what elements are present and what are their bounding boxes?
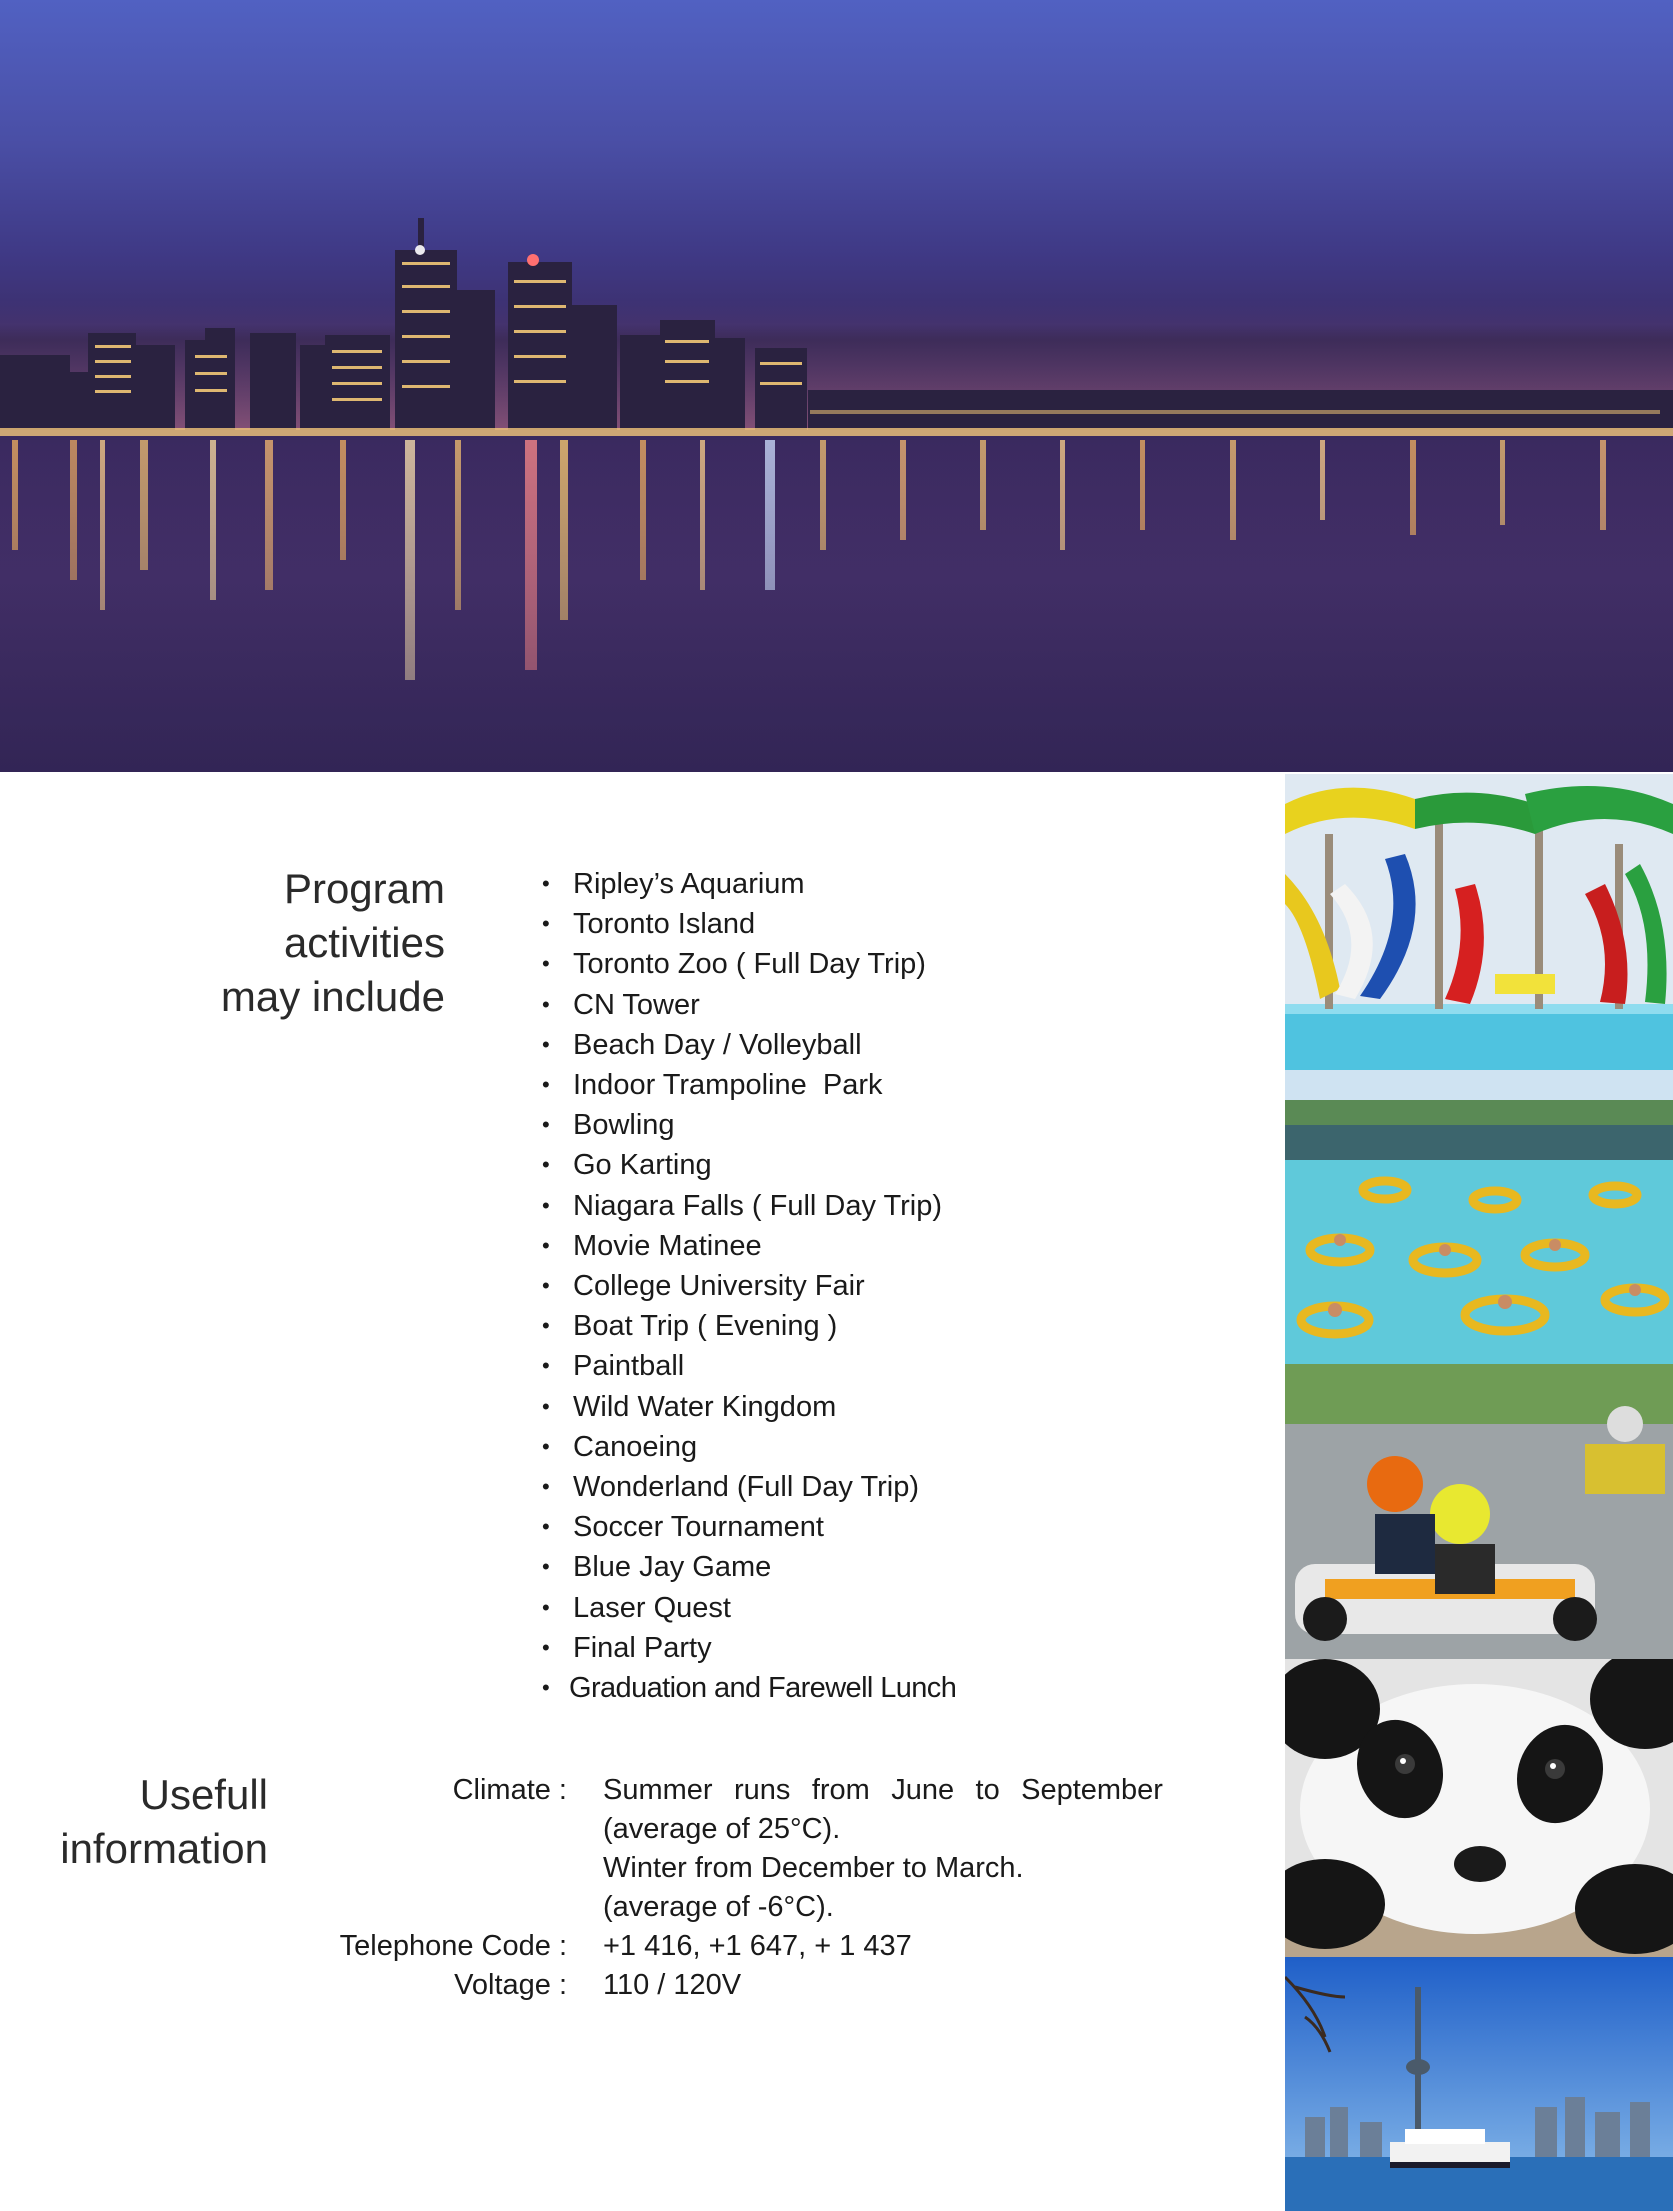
panda-illustration [1285,1659,1673,1957]
activity-label: Canoeing [573,1430,698,1463]
bullet: • [542,1353,550,1379]
activity-list [542,865,956,1709]
water-slides-illustration [1285,774,1673,1070]
bullet: • [542,1433,550,1459]
voltage-label: Voltage : [454,1969,567,2001]
activity-label: Paintball [573,1350,685,1383]
telephone-value: +1 416, +1 647, + 1 437 [603,1930,912,1962]
bullet: • [542,871,550,896]
bullet: • [542,1594,550,1620]
activities-heading-line: Program [283,865,445,912]
activity-label: Boat Trip ( Evening ) [573,1310,838,1343]
telephone-label: Telephone Code : [339,1930,567,1962]
activity-item [542,1187,956,1227]
cn-tower-ferry-photo [1285,1957,1673,2211]
climate-word: September [1021,1774,1163,1806]
activity-label: Final Party [573,1631,712,1664]
climate-line: Winter from December to March. [603,1852,1024,1884]
bullet: • [542,1554,550,1580]
wave-pool-photo [1285,1070,1673,1364]
info-heading [8,1768,268,1876]
activity-item [542,865,956,905]
bullet: • [542,911,550,937]
activity-label: Bowling [573,1109,675,1142]
bullet: • [542,1192,550,1218]
activity-item [542,1146,956,1186]
activity-item [542,1106,956,1146]
bullet: • [542,1313,550,1339]
activity-item [542,1669,956,1709]
activity-item [542,1468,956,1508]
activity-label: Toronto Zoo ( Full Day Trip) [573,948,926,981]
activity-label: College University Fair [573,1270,865,1303]
activity-label: Blue Jay Game [573,1551,772,1584]
bullet: • [542,1393,550,1419]
activity-item [542,1629,956,1669]
activity-item [542,1227,956,1267]
bullet: • [542,1072,550,1098]
climate-word: Summer [603,1774,713,1806]
activity-item [542,986,956,1026]
climate-word: runs [733,1774,791,1806]
activity-item [542,1548,956,1588]
activity-label: CN Tower [573,988,700,1021]
activity-label: Toronto Island [573,908,756,941]
climate-word: June [891,1774,955,1806]
hero-skyline-photo [0,0,1673,772]
activity-label: Laser Quest [573,1591,731,1624]
go-karting-illustration [1285,1364,1673,1659]
activity-label: Go Karting [573,1149,712,1182]
skyline-illustration [0,0,1673,772]
activity-item [542,1508,956,1548]
climate-line: (average of 25°C). [603,1813,841,1845]
voltage-value: 110 / 120V [603,1969,742,2001]
climate-line [603,1771,1163,1810]
activities-heading-line: may include [220,973,445,1020]
activity-item [542,1589,956,1629]
activity-item [542,1347,956,1387]
bullet: • [542,1514,550,1540]
activities-heading-line: activities [283,919,445,966]
bullet: • [542,991,550,1017]
activity-label: Graduation and Farewell Lunch [569,1672,957,1705]
bullet: • [542,1675,550,1701]
info-heading-line: Usefull [139,1771,268,1818]
activity-label: Ripley’s Aquarium [573,868,805,900]
activity-item [542,905,956,945]
activity-item [542,1428,956,1468]
cn-tower-ferry-illustration [1285,1957,1673,2211]
climate-label: Climate : [452,1774,567,1806]
activity-item [542,945,956,985]
panda-photo [1285,1659,1673,1957]
bullet: • [542,1031,550,1057]
info-heading-line: information [60,1825,268,1872]
go-karting-photo [1285,1364,1673,1659]
water-slides-photo [1285,774,1673,1070]
climate-line: (average of -6°C). [603,1891,834,1923]
wave-pool-illustration [1285,1070,1673,1364]
bullet: • [542,1474,550,1500]
activity-item [542,1267,956,1307]
activity-item [542,1307,956,1347]
activity-label: Wonderland (Full Day Trip) [573,1471,919,1504]
bullet: • [542,1634,550,1660]
bullet: • [542,1112,550,1138]
activity-label: Indoor Trampoline Park [573,1069,883,1102]
bullet: • [542,951,550,977]
climate-word: to [975,1774,1000,1806]
bullet: • [542,1273,550,1299]
activity-item [542,1026,956,1066]
activity-label: Soccer Tournament [573,1511,824,1544]
activity-item [542,1388,956,1428]
climate-word: from [811,1774,870,1806]
activities-heading [125,862,445,1024]
activity-label: Movie Matinee [573,1229,762,1262]
bullet: • [542,1232,550,1258]
activity-item [542,1066,956,1106]
activity-label: Niagara Falls ( Full Day Trip) [573,1189,943,1222]
bullet: • [542,1152,550,1178]
activity-label: Beach Day / Volleyball [573,1028,862,1061]
activity-label: Wild Water Kingdom [573,1390,837,1423]
climate-value [603,1771,1163,1927]
